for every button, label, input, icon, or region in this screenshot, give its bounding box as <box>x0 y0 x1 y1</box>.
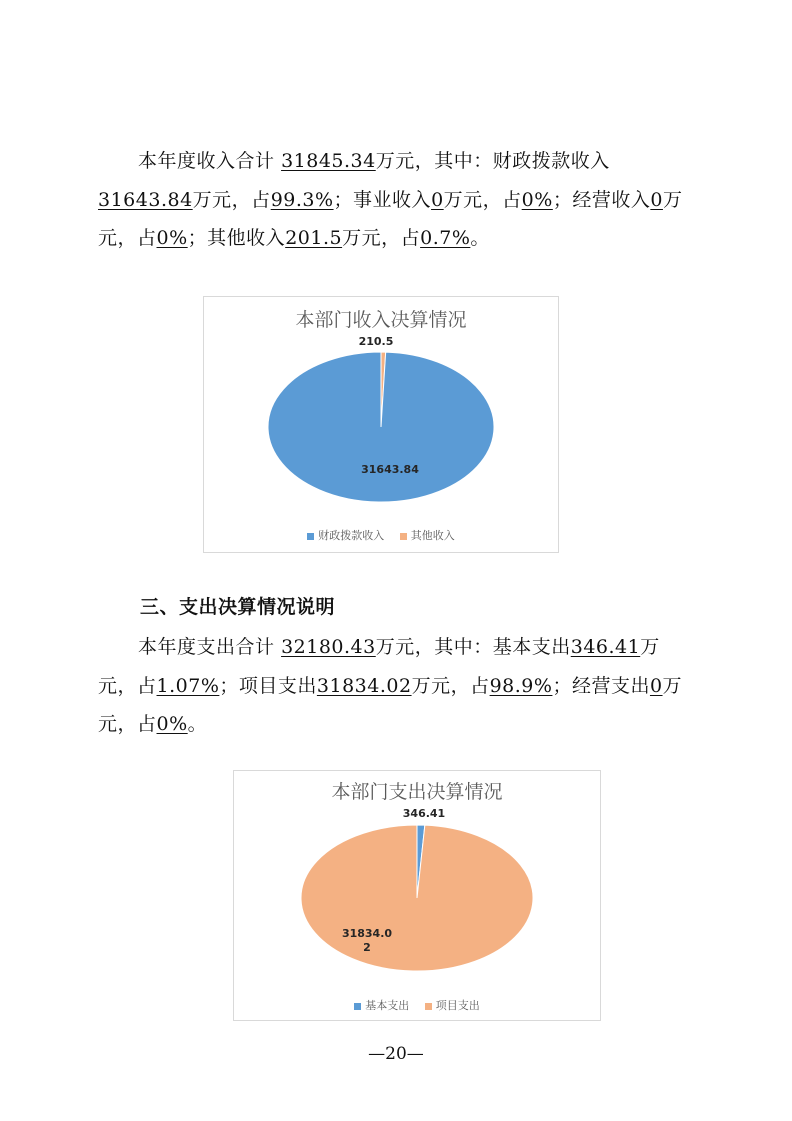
income-chart <box>203 296 559 553</box>
chart-legend <box>204 527 558 543</box>
legend-item <box>307 527 384 543</box>
text: 万元，其中：财政拨款收入 <box>375 150 610 172</box>
income-pie-svg <box>204 297 558 552</box>
legend-swatch <box>400 533 407 540</box>
income-paragraph <box>98 142 694 258</box>
text: ；事业收入 <box>333 188 432 211</box>
page-number: —20— <box>368 1044 424 1064</box>
pie-data-label: 346.41 <box>402 807 446 820</box>
project-expense: 31834.02 <box>316 674 412 697</box>
text: ；经营收入 <box>552 188 651 211</box>
chart-title: 本部门收入决算情况 <box>295 309 467 331</box>
chart-title: 本部门支出决算情况 <box>331 781 503 803</box>
expense-chart <box>233 770 601 1021</box>
legend-swatch <box>425 1003 432 1010</box>
text: 万元，占 <box>98 636 660 697</box>
pie-data-label: 31834.0 2 <box>341 927 393 954</box>
text: 万元，其中：基本支出 <box>375 636 571 658</box>
legend-swatch <box>354 1003 361 1010</box>
business-income-pct: 0% <box>521 188 553 211</box>
legend-item <box>425 997 480 1013</box>
text: ；项目支出 <box>219 674 317 697</box>
basic-expense-pct: 1.07% <box>156 674 220 697</box>
text: 本年度支出合计 <box>138 636 275 658</box>
other-income: 201.5 <box>285 227 343 249</box>
operating-expense-pct: 0% <box>156 713 188 735</box>
project-expense-pct: 98.9% <box>489 674 553 697</box>
text: 万元，占 <box>98 674 683 735</box>
fiscal-income-pct: 99.3% <box>270 188 334 211</box>
text: 万元，占 <box>192 188 271 211</box>
pie-slice <box>301 825 533 971</box>
text: 万元，占 <box>411 674 490 697</box>
expense-total: 32180.43 <box>281 636 376 658</box>
legend-label: 财政拨款收入 <box>318 529 385 542</box>
text: 本年度收入合计 <box>138 150 275 172</box>
pie-slice <box>268 352 494 502</box>
business-income: 0 <box>431 188 444 211</box>
basic-expense: 346.41 <box>570 636 641 658</box>
chart-legend <box>234 997 600 1013</box>
legend-label: 其他收入 <box>410 529 455 542</box>
section-heading: 三、支出决算情况说明 <box>140 596 336 618</box>
legend-label: 基本支出 <box>365 999 410 1012</box>
legend-label: 项目支出 <box>435 999 480 1012</box>
text: 。 <box>470 227 490 249</box>
legend-swatch <box>307 533 314 540</box>
operating-expense: 0 <box>649 674 663 697</box>
text: 万元，占 <box>443 188 522 211</box>
text: 万元，占 <box>98 188 683 249</box>
text: ；经营支出 <box>552 674 650 697</box>
expense-pie-svg <box>234 771 600 1020</box>
income-total: 31845.34 <box>281 150 376 172</box>
expense-paragraph <box>98 628 694 744</box>
pie-data-label: 210.5 <box>358 335 394 348</box>
operating-income-pct: 0% <box>156 227 188 249</box>
text: 万元，占 <box>342 227 421 249</box>
legend-item <box>354 997 409 1013</box>
other-income-pct: 0.7% <box>420 227 471 249</box>
legend-item <box>400 527 455 543</box>
operating-income: 0 <box>650 188 663 211</box>
text: 。 <box>187 713 208 735</box>
pie-data-label: 31643.84 <box>361 463 419 476</box>
text: ；其他收入 <box>187 227 286 249</box>
fiscal-income: 31643.84 <box>98 188 193 211</box>
